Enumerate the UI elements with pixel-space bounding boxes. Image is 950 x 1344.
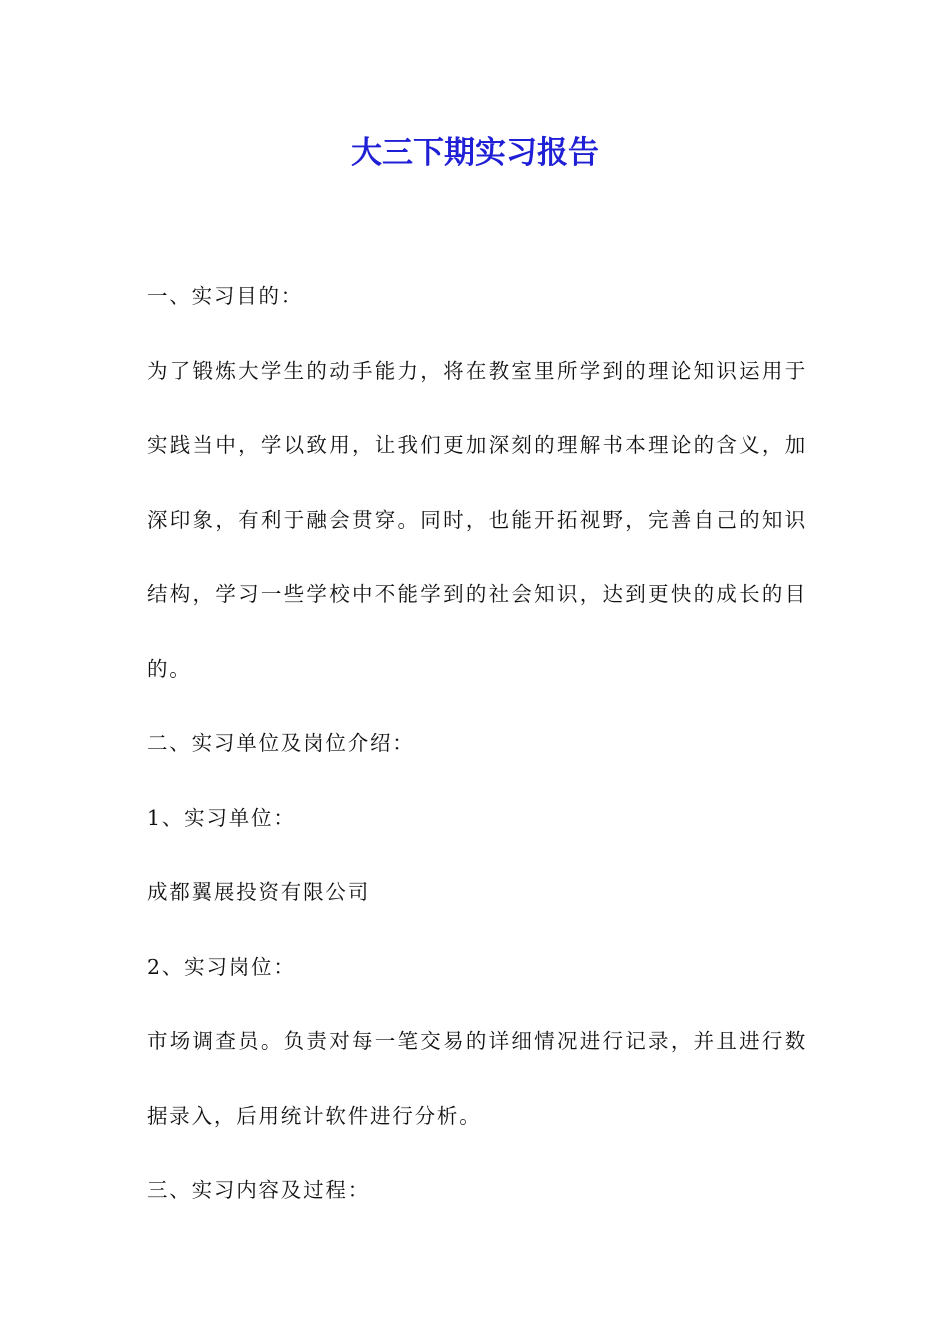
section-heading-content: 三、实习内容及过程： xyxy=(147,1178,370,1202)
paragraph-purpose: 为了锻炼大学生的动手能力，将在教室里所学到的理论知识运用于实践当中，学以致用，让我们更加深刻的理解书本理论的含义，加深印象，有利于融会贯穿。同时，也能开拓视野，完善自己的知识结构，学习一些学校中不能学到的社会知识，达到更快的成长的目的。 xyxy=(147,358,807,681)
subheading-unit: 1、实习单位： xyxy=(147,805,296,830)
subheading-position: 2、实习岗位： xyxy=(147,954,296,979)
section-heading-unit: 二、实习单位及岗位介绍： xyxy=(147,731,415,755)
paragraph-company: 成都翼展投资有限公司 xyxy=(147,880,370,904)
section-heading-purpose: 一、实习目的： xyxy=(147,284,304,308)
document-body xyxy=(147,259,807,1228)
paragraph-position: 市场调查员。负责对每一笔交易的详细情况进行记录，并且进行数据录入，后用统计软件进行分析。 xyxy=(147,1029,807,1128)
document-title: 大三下期实习报告 xyxy=(351,135,599,171)
